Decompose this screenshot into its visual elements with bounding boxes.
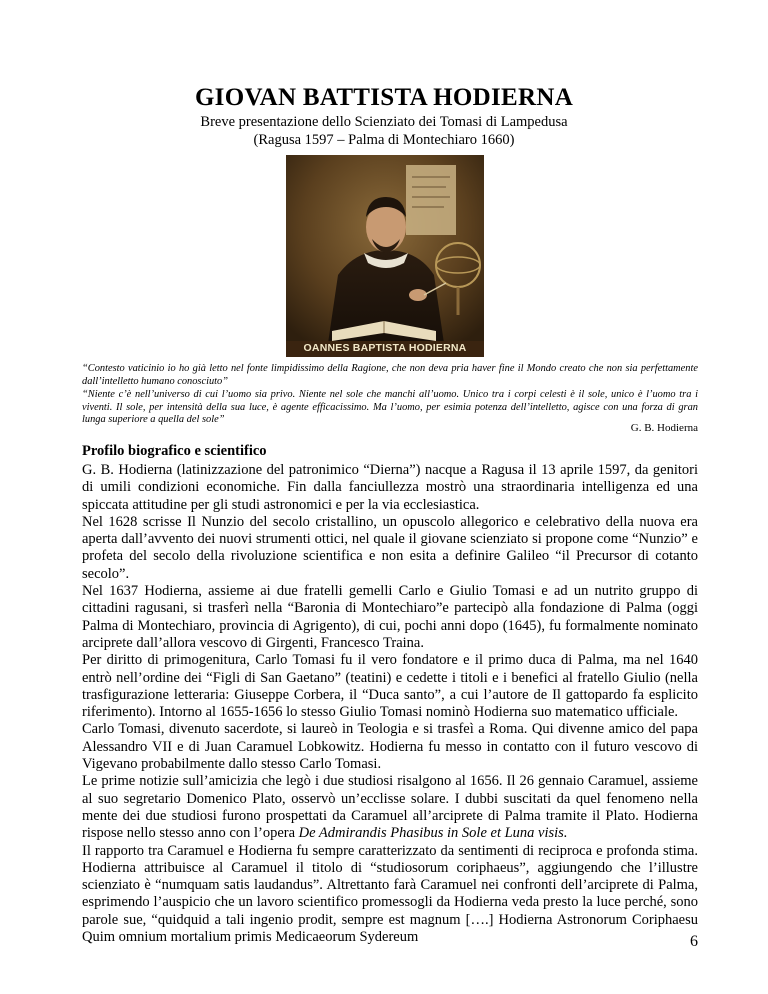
paragraph: Carlo Tomasi, divenuto sacerdote, si laureò in Teologia e si trasfeì a Roma. Qui divenne amico del papa Alessandro VII e di Juan Caramuel Lobkowitz. Hodierna fu messo in contatto con il futuro vescovo di Vigevano probabilmente dallo stesso Carlo Tomasi. <box>82 721 698 773</box>
paragraph: Per diritto di primogenitura, Carlo Tomasi fu il vero fondatore e il primo duca di Palma, ma nel 1640 entrò nell’ordine dei “Figli di San Gaetano” (teatini) e cedette i titoli e i benefici al fratello Giulio (nella trasfigurazione letteraria: Giuseppe Corbera, il “Duca santo”, a cui l’autore de Il gattopardo fa esplicito riferimento). Intorno al 1655-1656 lo stesso Giulio Tomasi nominò Hodierna suo matematico ufficiale. <box>82 652 698 721</box>
paragraph <box>82 773 698 842</box>
paragraph: Nel 1637 Hodierna, assieme ai due fratelli gemelli Carlo e Giulio Tomasi e ad un nutrito gruppo di cittadini ragusani, si trasferì nella “Baronia di Montechiaro”e partecipò alla fondazione di Palma (oggi Palma di Montechiaro, provincia di Agrigento), di cui, pochi anni dopo (1645), fu formalmente nominato arciprete dall’allora vescovo di Girgenti, Francesco Traina. <box>82 583 698 651</box>
document-dates: (Ragusa 1597 – Palma di Montechiaro 1660) <box>253 132 515 148</box>
portrait-image <box>286 155 484 357</box>
paragraph: G. B. Hodierna (latinizzazione del patronimico “Dierna”) nacque a Ragusa il 13 aprile 1597, da genitori di umili condizioni economiche. Fin dalla fanciullezza mostrò una straordinaria intelligenza ed una spiccata attitudine per gli studi astronomici e per la via ecclesiastica. <box>82 462 698 513</box>
quote-attribution: G. B. Hodierna <box>630 422 698 434</box>
epigraph-quote-1: “Contesto vaticinio io ho già letto nel fonte limpidissimo della Ragione, che non deva pria haver fine il Mondo creato che non sia perfettamente dall’intelletto humano conosciuto” <box>82 363 698 387</box>
epigraph-quote-2: “Niente c’è nell’universo di cui l’uomo sia privo. Niente nel sole che manchi all’uomo. Unico tra i corpi celesti è il sole, unico è l’uomo tra i viventi. Il sole, per intensità della sua luce, è agente efficacissimo. Ma l’uomo, per esimia potenza dell’intelletto, agisce con una forza di gran lunga superiore a quella del sole” <box>82 389 698 426</box>
book-title: De Admirandis Phasibus in Sole et Luna visis. <box>298 825 568 842</box>
paragraph-text: Le prime notizie sull’amicizia che legò i due studiosi risalgono al 1656. Il 26 gennaio Caramuel, assieme al suo segretario Domenico Plato, osservò un’ecclisse solare. I dubbi suscitati da quel fenomeno nella mente dei due studiosi furono prospettati da Caramuel all’arciprete di Palma tramite il Plato. Hodierna rispose nello stesso anno con l’opera <box>82 773 698 842</box>
document-subtitle: Breve presentazione dello Scienziato dei Tomasi di Lampedusa <box>200 114 568 130</box>
portrait-caption: OANNES BAPTISTA HODIERNA <box>303 342 467 354</box>
paragraph: Nel 1628 scrisse Il Nunzio del secolo cristallino, un opuscolo allegorico e celebrativo della nuova era aperta dall’avvento dei nuovi strumenti ottici, nel quale il giovane scienziato si propone come “Nunzio” e profeta del secolo della rivoluzione scientifica e non esita a definire Galileo “il Precursor di cotanto secolo”. <box>82 513 698 582</box>
paragraph: Il rapporto tra Caramuel e Hodierna fu sempre caratterizzato da sentimenti di reciproca e profonda stima. Hodierna attribuisce al Caramuel il titolo di “studiosorum coriphaeus”, aggiungendo che l’illustre scienziato è “numquam satis laudandus”. Altrettanto farà Caramuel nei confronti dell’arciprete di Palma, esprimendo l’auspicio che un lavoro scientifico promessogli da Hodierna veda presto la luce perché, sono parole sue, “quidquid a tali ingenio prodit, sempre est magnum [….] Hodierna Astronorum Coriphaesu Quim omnium mortalium primis Medicaeorum Sydereum <box>82 842 698 946</box>
section-heading: Profilo biografico e scientifico <box>82 443 267 459</box>
portrait-painting <box>286 155 484 357</box>
document-title: GIOVAN BATTISTA HODIERNA <box>194 84 574 111</box>
body-text <box>82 462 698 946</box>
page-number: 6 <box>690 933 698 950</box>
